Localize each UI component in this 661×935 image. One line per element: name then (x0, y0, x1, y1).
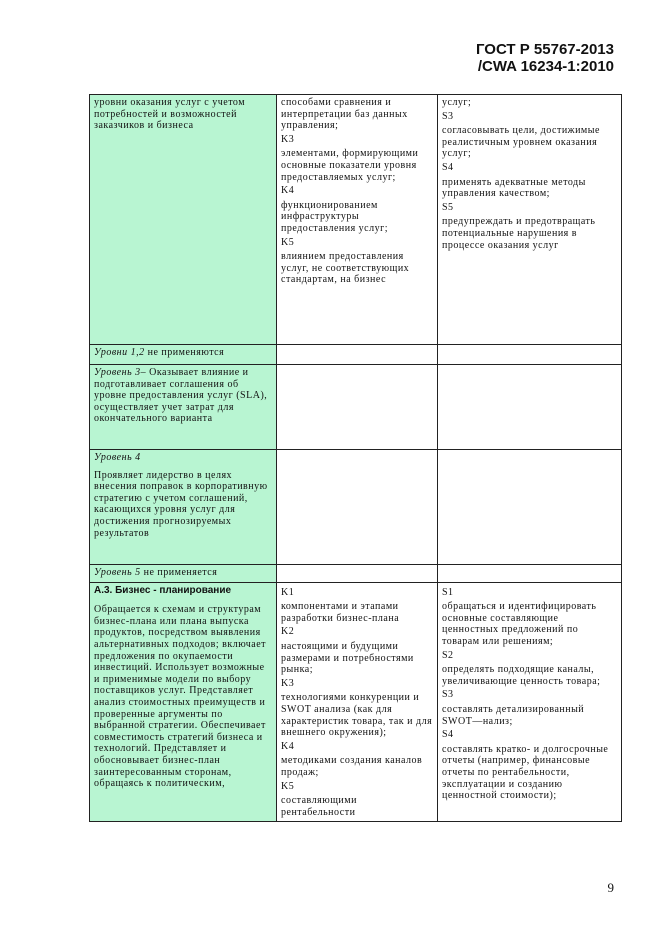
item-text: предупреждать и предотвращать потенциальные нарушения в процессе оказания услуг (442, 216, 596, 251)
empty-cell (277, 450, 438, 565)
item-text: технологиями конкуренции и SWOT анализа (как для характеристик товара, так и для внешнего окружения); (281, 692, 433, 739)
empty-cell (438, 365, 622, 450)
level-cell (90, 365, 277, 450)
section-title: А.3. Бизнес - планирование (94, 584, 232, 596)
item-text: согласовывать цели, достижимые реалистичным уровнем оказания услуг; (442, 125, 600, 160)
level-text: не применяется (140, 567, 218, 578)
empty-cell (438, 345, 622, 365)
item-code: S4 (442, 161, 454, 173)
empty-cell (277, 365, 438, 450)
item-code: S2 (442, 649, 454, 661)
table-row (90, 95, 622, 345)
item-code: K4 (281, 185, 295, 197)
item-code: S3 (442, 110, 454, 122)
standard-cwa-number: /CWA 16234-1:2010 (477, 58, 614, 75)
skills-cell (438, 582, 622, 822)
level-cell (90, 565, 277, 583)
item-code: K3 (281, 677, 295, 689)
item-text: методиками создания каналов продаж; (281, 755, 423, 778)
empty-cell (277, 565, 438, 583)
item-text: способами сравнения и интерпретации баз данных управления; (281, 97, 408, 132)
empty-cell (277, 345, 438, 365)
item-code: K1 (281, 586, 295, 598)
empty-cell (438, 450, 622, 565)
item-text: настоящими и будущими размерами и потребностями рынка; (281, 640, 414, 676)
table-row (90, 565, 622, 583)
table-row (90, 582, 622, 822)
item-text: функционированием инфраструктуры предоставления услуг; (281, 199, 388, 234)
competence-description-cell (90, 582, 277, 822)
item-text: услуг; (442, 97, 472, 108)
skills-cell (438, 95, 622, 345)
item-text: применять адекватные методы управления качеством; (442, 176, 586, 200)
knowledge-cell (277, 95, 438, 345)
level-text: – Оказывает влияние и подготавливает соглашения об уровне предоставления услуг (SLA), осуществляет учет затрат для окончательного варианта (94, 367, 268, 425)
knowledge-cell (277, 582, 438, 822)
item-text: компонентами и этапами разработки бизнес-плана (281, 601, 400, 624)
item-text: влиянием предоставления услуг, не соответствующих стандартам, на бизнес (281, 251, 410, 286)
level-cell (90, 345, 277, 365)
item-text: составлять детализированный SWOT—нализ; (442, 703, 585, 727)
item-code: K3 (281, 133, 295, 145)
standard-number: ГОСТ Р 55767-2013 (475, 41, 614, 58)
table-row (90, 450, 622, 565)
level-cell (90, 450, 277, 565)
item-text: обращаться и идентифицировать основные составляющие ценностных предложений по товарам или решениям; (442, 601, 597, 647)
level-text: не применяются (144, 347, 225, 358)
competence-description: уровни оказания услуг с учетом потребностей и возможностей заказчиков и бизнеса (94, 97, 246, 132)
page-number: 9 (607, 880, 614, 895)
level-label: Уровень 3 (94, 367, 141, 378)
table-row (90, 365, 622, 450)
competence-table (89, 94, 622, 822)
item-code: K4 (281, 740, 295, 752)
item-text: составлять кратко- и долгосрочные отчеты (например, финансовые отчеты по рентабельности, эксплуатации и созданию ценностной стоимости); (442, 743, 609, 802)
item-text: определять подходящие каналы, увеличивающие ценность товара; (442, 664, 601, 687)
level-label: Уровень 4 (94, 452, 141, 463)
item-text: составляющими рентабельности (281, 795, 357, 818)
item-code: S1 (442, 586, 454, 598)
level-label: Уровень 5 (94, 567, 141, 578)
item-code: S3 (442, 689, 454, 701)
level-text: Проявляет лидерство в целях внесения поправок в корпоративную стратегию с учетом соглашений, касающихся уровня услуг для достижения прогнозируемых результатов (94, 469, 268, 539)
table-row (90, 345, 622, 365)
empty-cell (438, 565, 622, 583)
item-code: K5 (281, 236, 295, 248)
level-label: Уровни 1,2 (94, 347, 145, 358)
item-code: K2 (281, 626, 295, 638)
competence-description-cell (90, 95, 277, 345)
competence-description: Обращается к схемам и структурам бизнес-плана или плана выпуска продуктов, посредством выявления альтернативных подходов; включает предложения по окупаемости инвестиций. Использует возможные и применимые модели по выбору поставщиков услуг. Представляет анализ стоимостных преимуществ и проверенные аргументы по выбранной стратегии. Обеспечивает совместимость стратегий бизнеса и технологий. Представляет и обосновывает бизнес-план заинтересованным сторонам, обращаясь к политическим, (94, 604, 267, 790)
item-text: элементами, формирующими основные показатели уровня предоставляемых услуг; (281, 148, 419, 183)
item-code: K5 (281, 780, 295, 792)
document-header (476, 41, 614, 75)
item-code: S5 (442, 201, 454, 213)
item-code: S4 (442, 729, 454, 741)
